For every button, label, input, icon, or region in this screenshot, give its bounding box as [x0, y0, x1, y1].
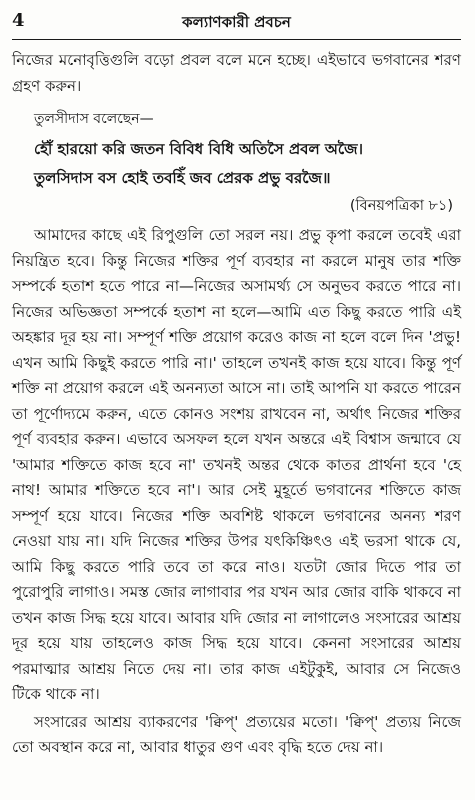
header-rule	[12, 39, 461, 40]
paragraph-2: আমাদের কাছে এই রিপুগুলি তো সরল নয়। প্রভু কৃপা করলে তবেই এরা নিয়ন্ত্রিত হবে। কিন্তু নিজের শক্তির পূর্ণ ব্যবহার না করলে মানুষ তার শক্তি সম্পর্কে হতাশ হতে পারে না—নিজের অসামর্থ্য সে অনুভব করতে পারে না। নিজের অভিজ্ঞতা সম্পর্কে হতাশ না হলে—আমি এত কিছু করতে পারি এই অহঙ্কার দূর হয় না। সম্পূর্ণ শক্তি প্রয়োগ করেও কাজ না হলে বলে দিন 'প্রভু! এখন আমি কিছুই করতে পারি না।' তাহলে তখনই কাজ হয়ে যাবে। কিন্তু পূর্ণ শক্তি না প্রয়োগ করলে এই অনন্যতা আসে না। তাই আপনি যা করতে পারেন তা পূর্ণোদ্যমে করুন, এতে কোনও সংশয় রাখবেন না, অর্থাৎ নিজের শক্তির পূর্ণ ব্যবহার করুন। এভাবে অসফল হলে যখন অন্তরে এই বিশ্বাস জন্মাবে যে 'আমার শক্তিতে কাজ হবে না' তখনই অন্তর থেকে কাতর প্রার্থনা হবে 'হে নাথ! আমার শক্তিতে হবে না'। আর সেই মুহূর্তে ভগবানের শক্তিতে কাজ সম্পূর্ণ হয়ে যাবে। নিজের শক্তি অবশিষ্ট থাকলে ভগবানের অনন্য শরণ নেওয়া যায় না। যদি নিজের শক্তির উপর যৎকিঞ্চিৎও এই ভরসা থাকে যে, আমি কিছু করতে পারি তবে তা করে নাও। যতটা জোর দিতে পার তা পুরোপুরি লাগাও। সমস্ত জোর লাগাবার পর যখন আর জোর বাকি থাকবে না তখন কাজ সিদ্ধ হয়ে যাবে। আবার যদি জোর না লাগালেও সংসারের আশ্রয় দূর হয়ে যায় তাহলেও কাজ সিদ্ধ হয়ে যাবে। কেননা সংসারের আশ্রয় পরমাত্মার আশ্রয় নিতে দেয় না। তার কাজ এইটুকুই, আবার সে নিজেও টিকে থাকে না।	[12, 226, 461, 703]
page-body	[12, 48, 461, 761]
page-number: 4	[12, 10, 25, 31]
running-title: কল্যাণকারী প্রবচন	[182, 13, 291, 31]
verse-line-1: হৌঁ হারয়ো করি জতন বিবিধ বিধি অতিসৈ প্রবল অজৈ।	[34, 139, 363, 158]
verse-citation: (বিনয়পত্রিকা ৮১)	[349, 197, 453, 214]
paragraph-1: নিজের মনোবৃত্তিগুলি বড়ো প্রবল বলে মনে হচ্ছে। এইভাবে ভগবানের শরণ গ্রহণ করুন।	[12, 51, 461, 95]
paragraph-3: সংসারের আশ্রয় ব্যাকরণের 'ক্বিপ্' প্রত্যয়ের মতো। 'ক্বিপ্' প্রত্যয় নিজে তো অবস্থান করে না, আবার ধাতুর গুণ এবং বৃদ্ধি হতে দেয় না।	[12, 712, 461, 756]
quote-intro: তুলসীদাস বলেছেন—	[34, 111, 154, 127]
verse-line-2: তুলসিদাস বস হোই তবহিঁ জব প্রেরক প্রভু বরজৈ॥	[34, 169, 331, 187]
page-header	[12, 8, 461, 38]
